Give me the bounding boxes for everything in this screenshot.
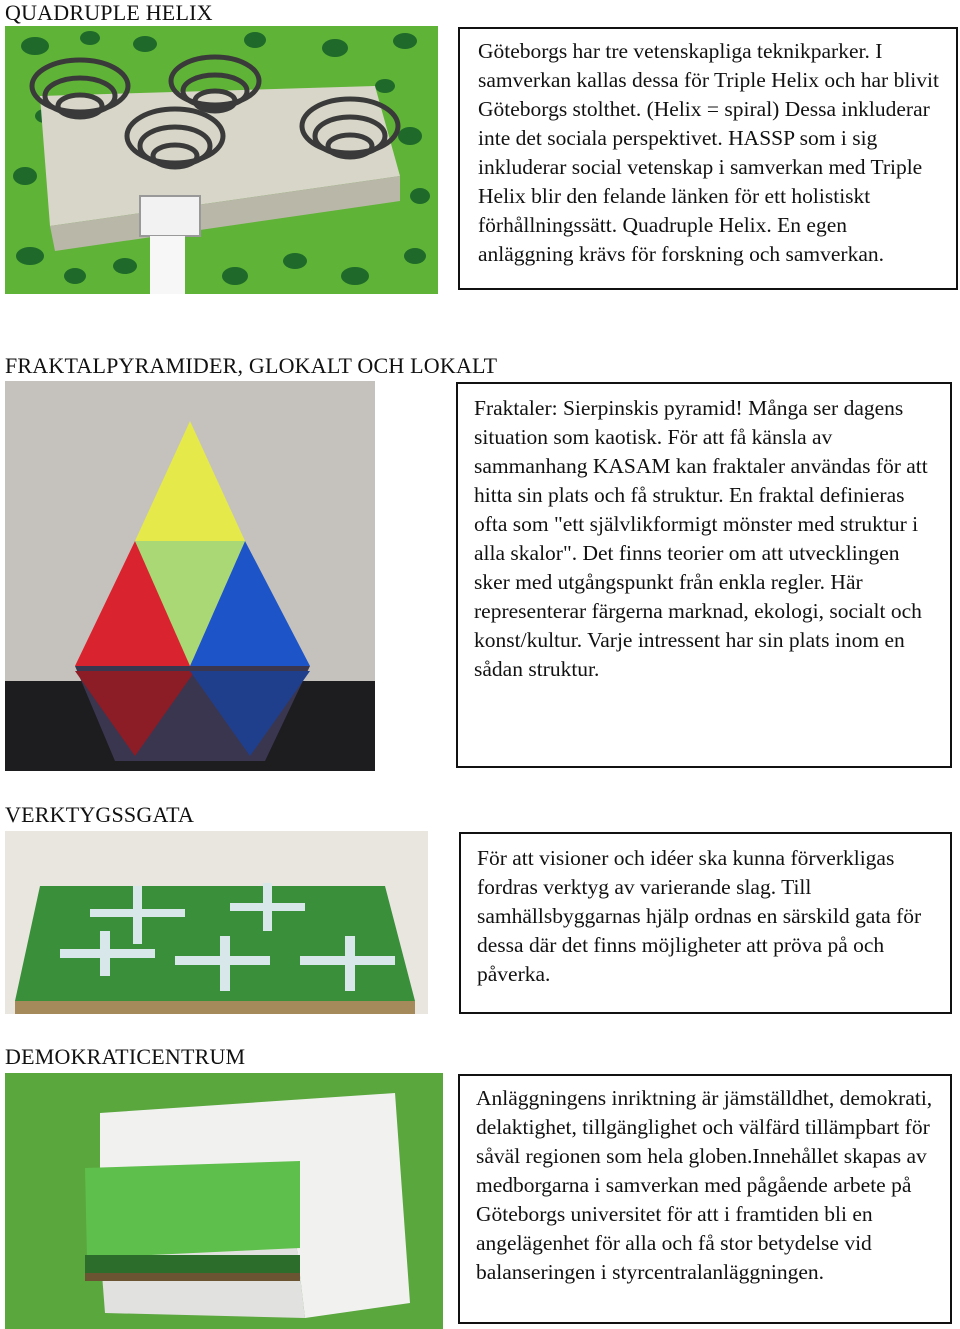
fraktalpyramider-textbox	[456, 382, 952, 768]
verktygsgata-text: För att visioner och idéer ska kunna förverkligas fordras verktyg av varierande slag. Till samhällsbyggarnas hjälp ordnas en särskild gata för dessa där det finns möjligheter att pröva på och påverka.	[477, 846, 922, 986]
section-title-verktygsgata: VERKTYGSSGATA	[5, 802, 195, 827]
demokraticentrum-text: Anläggningens inriktning är jämställdhet, demokrati, delaktighet, tillgänglighet och välfärd tillämpbart för såväl regionen som hela globen.Innehållet skapas av medborgarna i samverkan med pågående arbete på Göteborgs universitet för att i framtiden bli en angelägenhet för alla och få stor betydelse vid balanseringen i styrcentralanläggningen.	[476, 1086, 933, 1284]
section-title-demokraticentrum: DEMOKRATICENTRUM	[5, 1044, 246, 1069]
demokraticentrum-model-photo	[5, 1073, 443, 1329]
quadruple-helix-textbox	[458, 27, 958, 290]
verktygsgata-model-photo	[5, 831, 428, 1014]
section-title-quadruple-helix: QUADRUPLE HELIX	[5, 0, 213, 25]
quadruple-helix-model-photo	[5, 26, 438, 294]
verktygsgata-textbox	[459, 832, 952, 1014]
demokraticentrum-textbox	[458, 1074, 952, 1324]
fraktalpyramider-text: Fraktaler: Sierpinskis pyramid! Många ser dagens situation som kaotisk. För att få känsla av sammanhang KASAM kan fraktaler användas för att hitta sin plats och få struktur. En fraktal definieras ofta som "ett självlikformigt mönster med struktur i alla skalor". Det finns teorier om att utvecklingen sker med utgångspunkt från enkla regler. Här representerar färgerna marknad, ekologi, socialt och konst/kultur. Varje intressent har sin plats inom en sådan struktur.	[474, 396, 928, 681]
section-title-fraktalpyramider: FRAKTALPYRAMIDER, GLOKALT OCH LOKALT	[5, 353, 498, 378]
fractal-pyramid-photo	[5, 381, 375, 771]
quadruple-helix-text: Göteborgs har tre vetenskapliga teknikparker. I samverkan kallas dessa för Triple Helix och har blivit Göteborgs stolthet. (Helix = spiral) Dessa inkluderar inte det sociala perspektivet. HASSP som i sig inkluderar social vetenskap i samverkan med Triple Helix blir den felande länken för ett holistiskt förhållningssätt. Quadruple Helix. En egen anläggning krävs för forskning och samverkan.	[478, 39, 939, 266]
